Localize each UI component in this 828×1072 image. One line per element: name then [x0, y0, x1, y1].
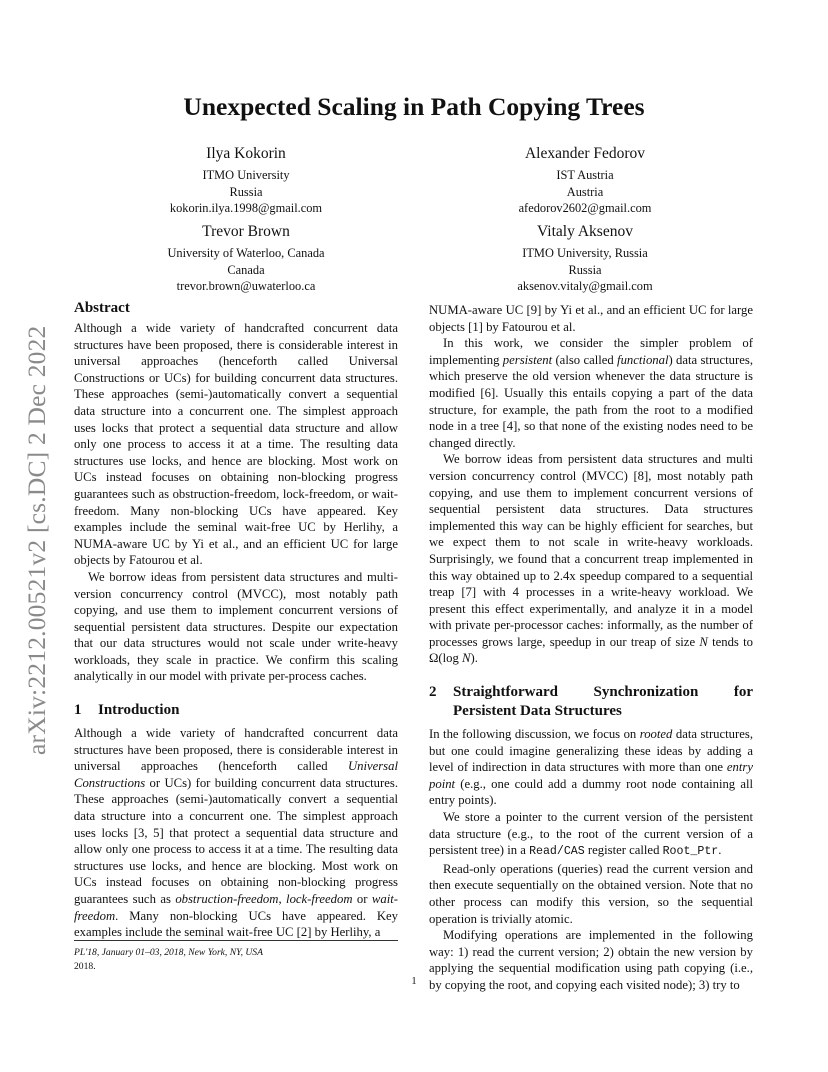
author-name: Alexander Fedorov: [524, 145, 646, 162]
body-paragraph: Modifying operations are implemented in the following way: 1) read the current version; 2) obtain the new version by applying the sequential modification using path copying (i.e., by copying the root, and copying each visited node); 3) try to: [429, 928, 753, 992]
author-name: Trevor Brown: [202, 223, 290, 240]
body-paragraph-continued: NUMA-aware UC [9] by Yi et al., and an efficient UC for large objects [1] by Fatourou et al.: [429, 303, 753, 334]
body-paragraph: We store a pointer to the current version of the persistent data structure (e.g., to the root of the current version of a persistent tree) in a Read/CAS register called Root_Ptr.: [429, 810, 753, 859]
abstract-heading: Abstract: [74, 300, 130, 316]
author-country: Russia: [229, 184, 263, 199]
author-block: [96, 144, 396, 217]
arxiv-identifier: arXiv:2212.00521v2 [cs.DC] 2 Dec 2022: [22, 325, 51, 755]
author-email: kokorin.ilya.1998@gmail.com: [169, 201, 323, 215]
section-number: 1: [74, 702, 82, 719]
author-name: Ilya Kokorin: [206, 145, 286, 162]
section-title: Straightforward Synchronization for Persistent Data Structures: [453, 684, 753, 720]
paper-title: Unexpected Scaling in Path Copying Trees: [183, 92, 645, 121]
section-heading-synchronization: [429, 683, 753, 721]
author-block: [96, 222, 396, 295]
body-paragraph: Read-only operations (queries) read the current version and then execute sequentially on the obtained version. Note that no other process can modify this version, so the sequential operation is trivially atomic.: [429, 861, 753, 926]
author-affiliation: IST Austria: [556, 168, 614, 182]
section-number: 2: [429, 684, 437, 701]
abstract-paragraph: Although a wide variety of handcrafted concurrent data structures have been proposed, there is considerable interest in universal approaches (henceforth called Universal Constructions or UCs) for building concurrent data structures. These approaches (semi-)automatically convert a sequential data structure into a concurrent one. The simplest approach uses locks that protect a sequential data structure and allow only one process to access it at a time. The resulting data structures use locks, and hence are blocking. Most work on UCs instead focuses on obtaining non-blocking progress guarantees such as obstruction-freedom, lock-freedom, or wait-freedom. Many non-blocking UCs have appeared. Key examples include the seminal wait-free UC by Herlihy, a NUMA-aware UC by Yi et al., and an efficient UC for large objects by Fatourou et al.: [74, 321, 398, 568]
author-block: [435, 144, 735, 217]
author-country: Austria: [566, 184, 604, 199]
page-number: 1: [411, 976, 417, 987]
footnote-venue: PL'18, January 01–03, 2018, New York, NY, USA: [74, 947, 263, 958]
section-title: Introduction: [98, 702, 180, 719]
author-email: aksenov.vitaly@gmail.com: [517, 279, 653, 293]
author-affiliation: University of Waterloo, Canada: [167, 246, 325, 260]
footnote-year: 2018.: [74, 961, 96, 972]
author-country: Russia: [568, 262, 602, 277]
author-affiliation: ITMO University, Russia: [522, 246, 648, 260]
body-paragraph: We borrow ideas from persistent data structures and multi version concurrency control (MVCC) [8], most notably path copying, and use them to implement concurrent versions of sequential persistent data structures. Data structures implemented this way can be highly efficient for searches, but we expect them to not scale in write-heavy workloads. Surprisingly, we found that a concurrent treap implemented in this way obtained up to 2.4x speedup compared to a sequential treap [7] with 4 processes in a write-heavy workload. We present this effect experimentally, and analyze it in a model with private per-processor caches: informally, as the number of processes grows large, speedup in our treap of size N tends to Ω(log N).: [429, 452, 753, 666]
abstract-paragraph: We borrow ideas from persistent data structures and multi-version concurrency control (MVCC), most notably path copying, and use them to implement concurrent versions of sequential persistent data structures. Despite our expectation that our data structures would not scale under write-heavy workloads, they scale in practice. We confirm this scaling analytically in our model with private per-process caches.: [74, 569, 398, 684]
section-heading-introduction: [74, 701, 398, 720]
right-column: [429, 302, 753, 994]
author-email: afedorov2602@gmail.com: [518, 201, 652, 215]
author-email: trevor.brown@uwaterloo.ca: [176, 279, 316, 293]
author-block: [435, 222, 735, 295]
body-paragraph: Although a wide variety of handcrafted concurrent data structures have been proposed, there is considerable interest in universal approaches (henceforth called Universal Constructions or UCs) for building concurrent data structures. These approaches (semi-)automatically convert a sequential data structure into a concurrent one. The simplest approach uses locks [3, 5] that protect a sequential data structure and allow only one process to access it at a time. The resulting data structures use locks, and hence are blocking. Most work on UCs instead focuses on obtaining non-blocking progress guarantees such as obstruction-freedom, lock-freedom or wait-freedom. Many non-blocking UCs have appeared. Key examples include the seminal wait-free UC [2] by Herlihy, a: [74, 726, 399, 940]
body-paragraph: In the following discussion, we focus on rooted data structures, but one could imagine generalizing these ideas by adding a level of indirection in data structures with more than one entry point (e.g., one could add a dummy root node containing all entry points).: [429, 727, 753, 808]
left-column: [74, 299, 398, 941]
author-name: Vitaly Aksenov: [537, 223, 633, 240]
body-paragraph: In this work, we consider the simpler problem of implementing persistent (also called functional) data structures, which preserve the old version whenever the data structure is modified [6]. Usually this entails copying a part of the data structure, for example, the path from the root to a modified node in a tree [4], so that none of the existing nodes need to be changed directly.: [429, 336, 753, 450]
author-country: Canada: [227, 262, 265, 277]
footnote: [74, 940, 398, 974]
author-affiliation: ITMO University: [202, 168, 290, 182]
